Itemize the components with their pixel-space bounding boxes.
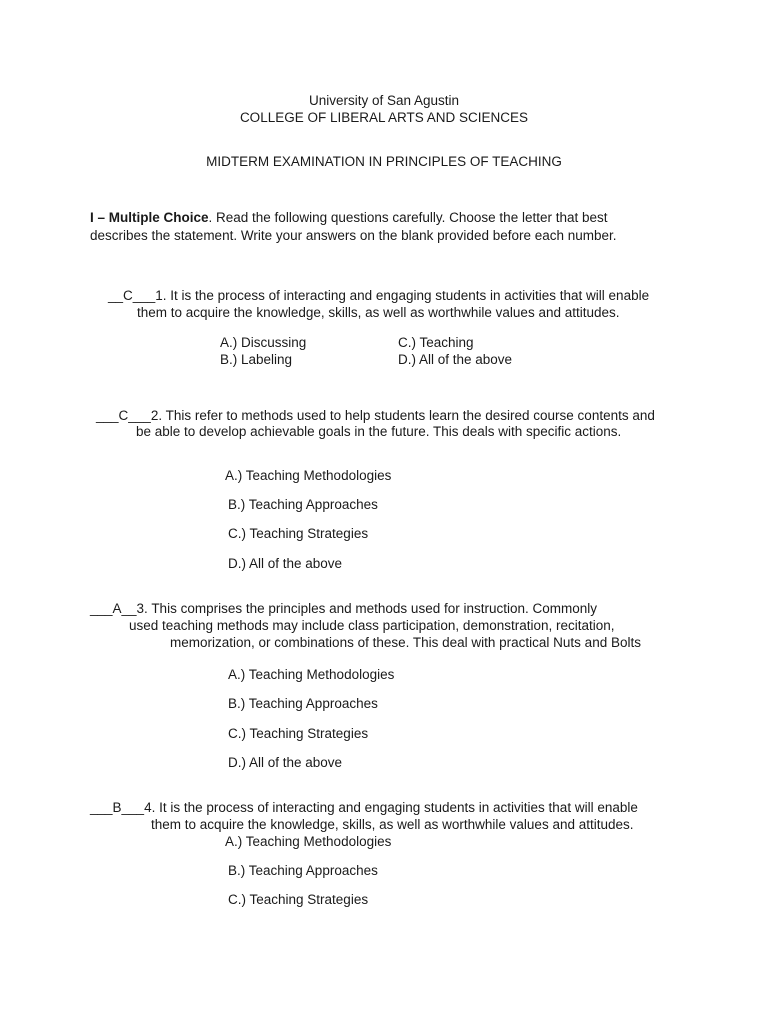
exam-title: MIDTERM EXAMINATION IN PRINCIPLES OF TEACHING	[206, 154, 562, 169]
question-3-line2: used teaching methods may include class participation, demonstration, recitation,	[129, 618, 615, 633]
option-d: D.) All of the above	[398, 352, 513, 367]
answer-blank: __C___	[108, 288, 156, 303]
question-1-line2: them to acquire the knowledge, skills, as well as worthwhile values and attitudes.	[137, 305, 620, 320]
option-a: A.) Teaching Methodologies	[225, 834, 392, 849]
option-c: C.) Teaching	[398, 335, 474, 350]
option-c: C.) Teaching Strategies	[228, 726, 369, 741]
question-text: 1. It is the process of interacting and engaging students in activities that will enable	[155, 288, 650, 303]
answer-blank: ___C___	[96, 408, 151, 423]
question-1-line1	[108, 287, 649, 304]
option-c: C.) Teaching Strategies	[228, 526, 369, 541]
question-4-line2: them to acquire the knowledge, skills, as well as worthwhile values and attitudes.	[151, 817, 634, 832]
instructions-text: . Read the following questions carefully. Choose the letter that best	[208, 210, 608, 225]
question-text: 4. It is the process of interacting and engaging students in activities that will enable	[144, 800, 638, 815]
question-text: 2. This refer to methods used to help students learn the desired course contents and	[150, 408, 655, 423]
question-3-line3: memorization, or combinations of these. This deal with practical Nuts and Bolts	[170, 635, 641, 650]
question-2-line1	[96, 407, 655, 424]
question-3-line1	[90, 600, 597, 617]
answer-blank: ___B___	[90, 800, 145, 815]
option-d: D.) All of the above	[228, 755, 343, 770]
section-title: I – Multiple Choice	[90, 210, 209, 225]
section-instructions-line1	[90, 209, 608, 226]
question-4-line1	[90, 799, 638, 816]
option-b: B.) Teaching Approaches	[228, 863, 378, 878]
option-a: A.) Teaching Methodologies	[228, 667, 395, 682]
option-a: A.) Teaching Methodologies	[225, 468, 392, 483]
option-c: C.) Teaching Strategies	[228, 892, 369, 907]
section-instructions-line2: describes the statement. Write your answers on the blank provided before each number.	[90, 228, 617, 243]
option-d: D.) All of the above	[228, 556, 343, 571]
college-name: COLLEGE OF LIBERAL ARTS AND SCIENCES	[239, 110, 529, 125]
option-a: A.) Discussing	[220, 335, 307, 350]
question-text: 3. This comprises the principles and methods used for instruction. Commonly	[136, 601, 598, 616]
answer-blank: ___A__	[90, 601, 137, 616]
university-name: University of San Agustin	[308, 93, 460, 108]
question-2-line2: be able to develop achievable goals in the future. This deals with specific actions.	[136, 424, 622, 439]
option-b: B.) Teaching Approaches	[228, 497, 378, 512]
option-b: B.) Teaching Approaches	[228, 696, 378, 711]
option-b: B.) Labeling	[220, 352, 293, 367]
